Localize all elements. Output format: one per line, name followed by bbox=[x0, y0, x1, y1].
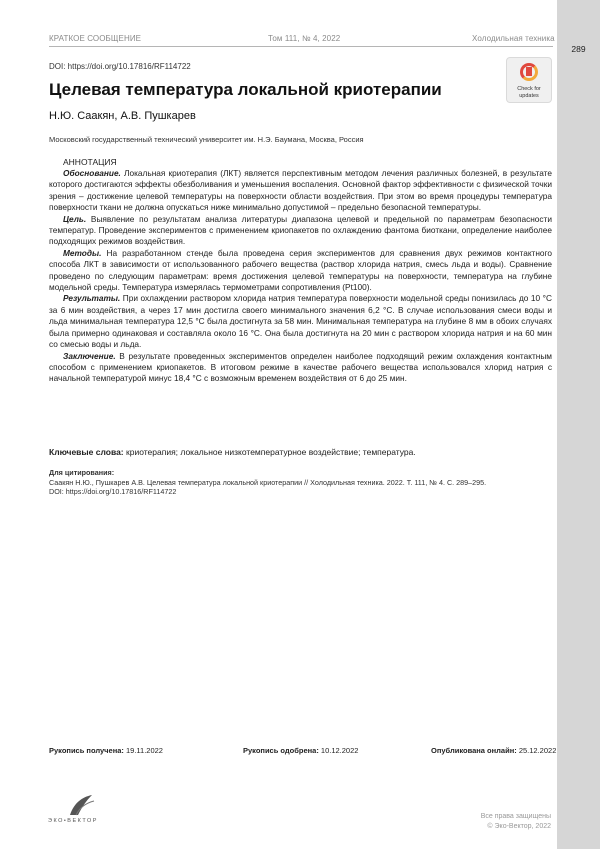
abstract-methods: Методы. На разработанном стенде была проведена серия экспериментов для сравнения двух режимов контактного способа ЛКТ в зависимости от использованного рабочего вещества (раствор хлорида натрия, смесь льда и воды). Сравнение проведено по следующим параметрам: время достижения целевой температуры на поверхности, температура на глубине модельной среды. Температура измерялась термометрами сопротивления (Pt100). bbox=[49, 247, 552, 293]
date-received: Рукопись получена: 19.11.2022 bbox=[49, 746, 163, 755]
date-approved: Рукопись одобрена: 10.12.2022 bbox=[243, 746, 359, 755]
abstract-body bbox=[49, 168, 552, 385]
check-for-updates-badge[interactable] bbox=[506, 57, 552, 103]
abstract-background: Обоснование. Локальная криотерапия (ЛКТ) является перспективным методом лечения различных болезней, в результате которого достигаются эффекты обезболивания и уменьшения воспаления. Основной фактор эффективности с физической точки зрения – достижение целевой температуры на поверхности области воздействия. При этом во время процедуры температура поверхности ткани не должна опускаться ниже минимально допустимой – предельно безопасной температуры. bbox=[49, 168, 552, 213]
publisher-logo-text: ЭКО•ВЕКТОР bbox=[48, 818, 98, 824]
abstract-conclusion: Заключение. В результате проведенных экспериментов определен наиболее подходящий режим охлаждения контактным способом с применением криопакетов. В итоговом режиме в качестве рабочего вещества использовался хлорид натрия с начальной температурой минус 18,4 °C с возможным временем воздействия от 6 до 25 мин. bbox=[49, 350, 552, 384]
authors: Н.Ю. Саакян, А.В. Пушкарев bbox=[49, 110, 196, 122]
keywords: Ключевые слова: криотерапия; локальное низкотемпературное воздействие; температура. bbox=[49, 447, 416, 457]
abstract-aim: Цель. Выявление по результатам анализа литературы диапазона целевой и предельной по параметрам безопасности температур. Проведение экспериментов с применением криопакетов по охлаждению фантома биоткани, определение наиболее подходящих режимов воздействия. bbox=[49, 213, 552, 247]
citation-block bbox=[49, 468, 552, 497]
right-sidebar bbox=[557, 0, 600, 849]
header-journal: Холодильная техника bbox=[472, 34, 555, 43]
date-published: Опубликована онлайн: 25.12.2022 bbox=[431, 746, 557, 755]
badge-label: Check for updates bbox=[517, 86, 541, 99]
abstract-heading: АННОТАЦИЯ bbox=[63, 157, 117, 167]
header-divider bbox=[49, 46, 553, 47]
abstract-results: Результаты. При охлаждении раствором хлорида натрия температура поверхности модельной среды понизилась до 10 °C за 6 мин воздействия, а через 17 мин достигла своего минимального значения 6,2 °C. В случае использования смеси воды и льда минимальная температура 12,5 °C была достигнута за 58 мин. Минимальная температура на глубине 8 мм в обоих случаях была примерно одинаковая и составляла около 16 °C. Она была достигнута на 20 мин с раствором хлорида натрия и на 60 мин со смесью воды и льда. bbox=[49, 293, 552, 350]
copyright-notice: Все права защищены © Эко-Вектор, 2022 bbox=[480, 813, 551, 830]
page-number: 289 bbox=[571, 44, 586, 54]
doi-link[interactable]: DOI: https://doi.org/10.17816/RF114722 bbox=[49, 62, 191, 71]
affiliation: Московский государственный технический университет им. Н.Э. Баумана, Москва, Россия bbox=[49, 135, 364, 144]
header-volume: Том 111, № 4, 2022 bbox=[268, 34, 341, 43]
citation-text: Саакян Н.Ю., Пушкарев А.В. Целевая температура локальной криотерапии // Холодильная техника. 2022. Т. 111, № 4. С. 289–295. bbox=[49, 477, 487, 487]
citation-heading: Для цитирования: bbox=[49, 468, 115, 477]
header-section: КРАТКОЕ СООБЩЕНИЕ bbox=[49, 34, 142, 43]
bookmark-icon bbox=[526, 67, 532, 76]
article-title: Целевая температура локальной криотерапии bbox=[49, 80, 442, 99]
citation-doi[interactable]: DOI: https://doi.org/10.17816/RF114722 bbox=[49, 487, 177, 496]
